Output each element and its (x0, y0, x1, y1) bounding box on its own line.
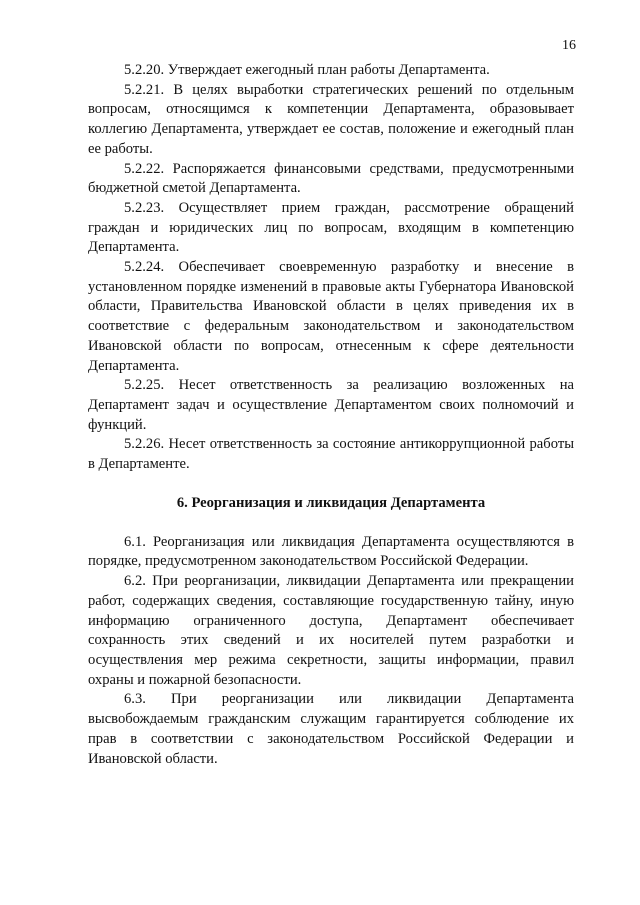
clause-6-1: 6.1. Реорганизация или ликвидация Департамента осуществляются в порядке, предусмотренном законодательством Российской Федерации. (88, 533, 574, 570)
clause-5-2-21: 5.2.21. В целях выработки стратегических решений по отдельным вопросам, относящимся к компетенции Департамента, образовывает коллегию Департамента, утверждает ее состав, положение и ежегодный план ее работы. (88, 81, 574, 157)
clause-6-2: 6.2. При реорганизации, ликвидации Департамента или прекращении работ, содержащих сведения, составляющие государственную тайну, иную информацию ограниченного доступа, Департамент обеспечивает сохранность этих сведений и их носителей путем разработки и осуществления мер режима секретности, защиты информации, правил охраны и пожарной безопасности. (88, 573, 574, 688)
page-number: 16 (562, 38, 576, 53)
clause-6-3: 6.3. При реорганизации или ликвидации Департамента высвобождаемым гражданским служащим гарантируется соблюдение их прав в соответствии с законодательством Российской Федерации и Ивановской области. (88, 691, 574, 767)
clause-5-2-23: 5.2.23. Осуществляет прием граждан, рассмотрение обращений граждан и юридических лиц по вопросам, входящим в компетенцию Департамента. (88, 199, 574, 256)
clause-5-2-26: 5.2.26. Несет ответственность за состояние антикоррупционной работы в Департаменте. (88, 436, 574, 473)
clause-5-2-24: 5.2.24. Обеспечивает своевременную разработку и внесение в установленном порядке изменений в правовые акты Губернатора Ивановской области, Правительства Ивановской области в целях приведения их в соответствие с федеральным законодательством и законодательством Ивановской области по вопросам, отнесенным к сфере деятельности Департамента. (88, 259, 574, 374)
section-6-heading: 6. Реорганизация и ликвидация Департамента (176, 494, 486, 511)
clause-5-2-22: 5.2.22. Распоряжается финансовыми средствами, предусмотренными бюджетной сметой Департамента. (88, 160, 574, 197)
clause-5-2-25: 5.2.25. Несет ответственность за реализацию возложенных на Департамент задач и осуществление Департаментом своих полномочий и функций. (88, 377, 574, 433)
clause-5-2-20: 5.2.20. Утверждает ежегодный план работы Департамента. (124, 62, 490, 78)
document-body (88, 61, 574, 769)
